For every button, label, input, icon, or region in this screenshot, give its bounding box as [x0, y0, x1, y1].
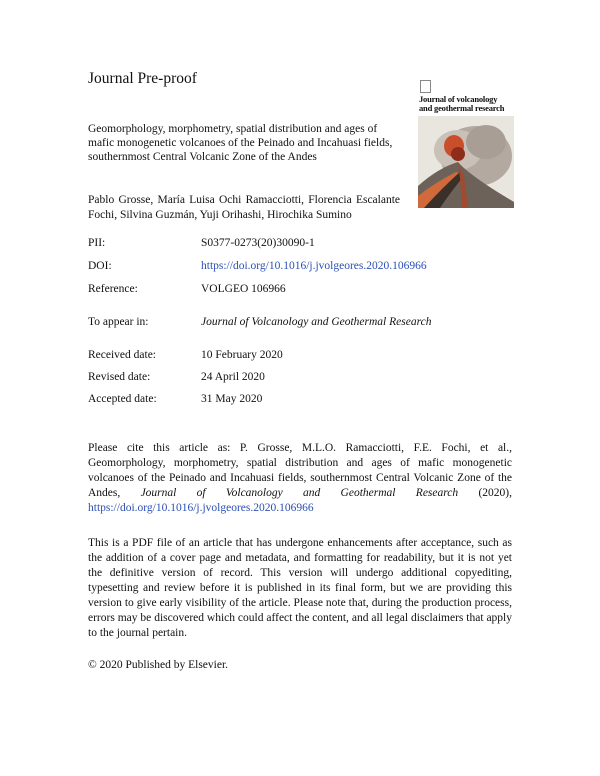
revised-date-value: 24 April 2020 — [201, 371, 265, 383]
journal-cover-thumbnail — [414, 78, 514, 208]
journal-pre-proof-label: Journal Pre-proof — [88, 70, 197, 87]
pii-label: PII: — [88, 237, 106, 249]
elsevier-logo-icon — [420, 80, 431, 93]
citation-paragraph — [88, 441, 512, 516]
pre-proof-notice: This is a PDF file of an article that has undergone enhancements after acceptance, such as the addition of a cover page and metadata, and formatting for readability, but it is not yet the definitive version of record. This version will undergo additional copyediting, typesetting and review before it is published in its final form, but we are providing this version to give early visibility of the article. Please note that, during the production process, errors may be discovered which could affect the content, and all legal disclaimers that apply to the journal pertain. — [88, 537, 512, 639]
volcano-illustration-icon — [418, 116, 514, 208]
received-date-label: Received date: — [88, 349, 157, 361]
cover-journal-title-line1: Journal of volcanology — [419, 94, 498, 104]
accepted-date-label: Accepted date: — [88, 393, 157, 405]
citation-journal: Journal of Volcanology and Geothermal Research — [140, 487, 459, 499]
article-title: Geomorphology, morphometry, spatial distribution and ages of mafic monogenetic volcanoes of the Peinado and Incahuasi fields, southernmost Central Volcanic Zone of the Andes — [88, 123, 393, 163]
citation-doi-link[interactable]: https://doi.org/10.1016/j.jvolgeores.2020.106966 — [88, 502, 314, 514]
appear-in-journal: Journal of Volcanology and Geothermal Research — [201, 316, 432, 328]
citation-year: (2020), — [478, 487, 512, 499]
doi-link[interactable]: https://doi.org/10.1016/j.jvolgeores.2020.106966 — [201, 260, 427, 272]
cover-journal-title-line2: and geothermal research — [419, 103, 505, 113]
reference-label: Reference: — [88, 283, 138, 295]
received-date-value: 10 February 2020 — [201, 349, 283, 361]
appear-in-label: To appear in: — [88, 316, 149, 328]
revised-date-label: Revised date: — [88, 371, 151, 383]
citation-text: Please cite this article as: P. Grosse, M.L.O. Ramacciotti, F.E. Fochi, et al., Geomorphology, morphometry, spatial distribution and ages of mafic monogenetic volcanoes of the Peinado and Incahuasi fields, southernmost Central Volcanic Zone of the Andes, — [88, 442, 512, 499]
pii-value: S0377-0273(20)30090-1 — [201, 237, 315, 249]
reference-value: VOLGEO 106966 — [201, 283, 286, 295]
copyright-notice: © 2020 Published by Elsevier. — [88, 659, 229, 671]
article-authors: Pablo Grosse, María Luisa Ochi Ramacciotti, Florencia Escalante Fochi, Silvina Guzmán, Yuji Orihashi, Hirochika Sumino — [88, 194, 400, 221]
doi-label: DOI: — [88, 260, 112, 272]
accepted-date-value: 31 May 2020 — [201, 393, 263, 405]
